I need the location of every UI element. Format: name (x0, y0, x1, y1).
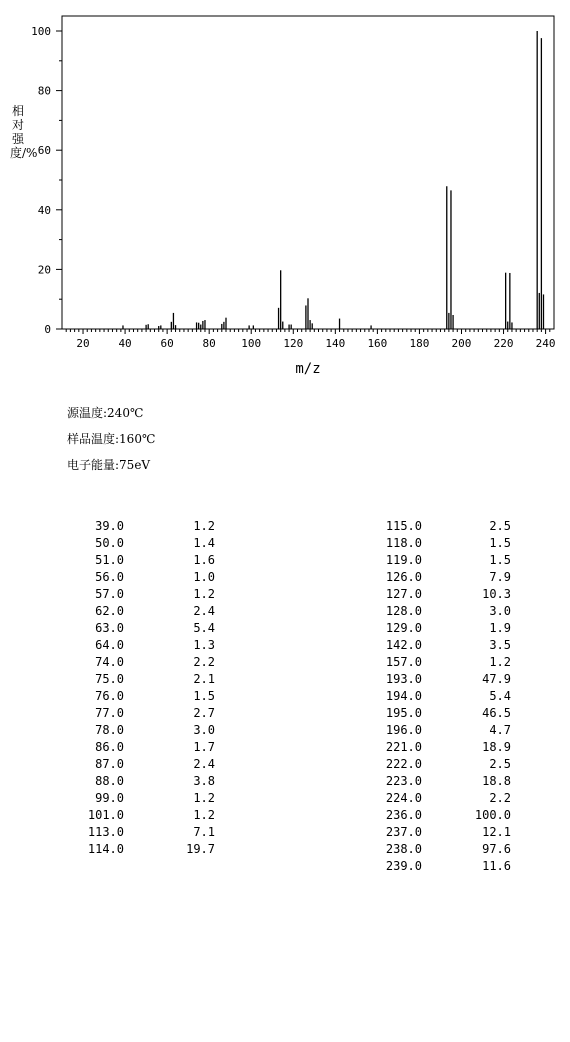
peak-row (70, 637, 220, 654)
peak-mz: 50.0 (95, 536, 124, 550)
x-tick-label: 160 (367, 337, 388, 350)
peak-row (70, 841, 220, 858)
peak-abundance: 3.0 (193, 723, 215, 737)
peak-row (70, 569, 220, 586)
peak-row (360, 518, 520, 535)
peak-mz: 195.0 (385, 706, 422, 720)
peak-row (70, 518, 220, 535)
peak-abundance: 1.5 (193, 689, 215, 703)
peak-row (70, 790, 220, 807)
peak-abundance: 3.5 (489, 638, 511, 652)
peak-row (360, 552, 520, 569)
peak-mz: 88.0 (95, 774, 124, 788)
peak-mz: 118.0 (385, 536, 422, 550)
peak-abundance: 2.4 (193, 757, 215, 771)
peak-row (360, 535, 520, 552)
peak-mz: 99.0 (95, 791, 124, 805)
peak-abundance: 1.6 (193, 553, 215, 567)
peak-bars (123, 31, 544, 329)
peak-abundance: 1.2 (489, 655, 511, 669)
x-tick-label: 80 (202, 337, 216, 350)
peak-table-left (70, 518, 220, 858)
peak-mz: 157.0 (385, 655, 422, 669)
x-tick-label: 220 (493, 337, 514, 350)
peak-abundance: 2.4 (193, 604, 215, 618)
peak-abundance: 2.7 (193, 706, 215, 720)
peak-mz: 128.0 (385, 604, 422, 618)
x-tick-label: 140 (325, 337, 346, 350)
source-temperature: 源温度:240℃ (67, 406, 144, 420)
peak-mz: 239.0 (385, 859, 422, 873)
peak-mz: 222.0 (385, 757, 422, 771)
peak-table-right (360, 518, 520, 875)
peak-row (70, 756, 220, 773)
x-tick-label: 60 (160, 337, 174, 350)
x-tick-label: 20 (76, 337, 90, 350)
peak-mz: 193.0 (385, 672, 422, 686)
peak-row (360, 824, 520, 841)
peak-abundance: 12.1 (482, 825, 511, 839)
peak-abundance: 46.5 (482, 706, 511, 720)
peak-row (70, 535, 220, 552)
peak-mz: 236.0 (385, 808, 422, 822)
peak-mz: 196.0 (385, 723, 422, 737)
x-axis-ticks (66, 329, 555, 350)
peak-row (70, 688, 220, 705)
peak-abundance: 1.2 (193, 587, 215, 601)
y-axis-ticks (31, 25, 62, 336)
peak-abundance: 1.2 (193, 808, 215, 822)
peak-mz: 76.0 (95, 689, 124, 703)
x-tick-label: 100 (241, 337, 262, 350)
peak-abundance: 3.8 (193, 774, 215, 788)
y-tick-label: 0 (44, 323, 51, 336)
peak-mz: 113.0 (87, 825, 124, 839)
peak-abundance: 100.0 (474, 808, 511, 822)
peak-abundance: 5.4 (193, 621, 215, 635)
peak-mz: 114.0 (87, 842, 124, 856)
peak-row (70, 671, 220, 688)
peak-row (360, 671, 520, 688)
x-tick-label: 180 (409, 337, 430, 350)
peak-abundance: 2.5 (489, 519, 511, 533)
peak-abundance: 3.0 (489, 604, 511, 618)
peak-mz: 129.0 (385, 621, 422, 635)
x-tick-label: 120 (283, 337, 304, 350)
peak-abundance: 11.6 (482, 859, 511, 873)
mass-spectrum-chart (0, 0, 570, 390)
peak-row (70, 739, 220, 756)
x-tick-label: 240 (535, 337, 556, 350)
peak-abundance: 10.3 (482, 587, 511, 601)
peak-mz: 237.0 (385, 825, 422, 839)
electron-energy: 电子能量:75eV (67, 458, 151, 472)
peak-row (360, 603, 520, 620)
peak-abundance: 2.5 (489, 757, 511, 771)
peak-abundance: 4.7 (489, 723, 511, 737)
peak-abundance: 1.5 (489, 553, 511, 567)
peak-abundance: 1.5 (489, 536, 511, 550)
peak-mz: 63.0 (95, 621, 124, 635)
peak-row (70, 722, 220, 739)
y-tick-label: 60 (37, 144, 51, 158)
peak-row (360, 807, 520, 824)
peak-abundance: 19.7 (186, 842, 215, 856)
peak-row (70, 705, 220, 722)
peak-row (70, 552, 220, 569)
peak-mz: 74.0 (95, 655, 124, 669)
peak-row (70, 773, 220, 790)
peak-row (70, 620, 220, 637)
peak-row (360, 722, 520, 739)
peak-mz: 56.0 (95, 570, 124, 584)
peak-abundance: 1.7 (193, 740, 215, 754)
peak-abundance: 7.9 (489, 570, 511, 584)
peak-mz: 142.0 (385, 638, 422, 652)
y-tick-label: 40 (37, 203, 51, 217)
peak-mz: 77.0 (95, 706, 124, 720)
peak-abundance: 1.3 (193, 638, 215, 652)
y-axis-label: 相对强度/% (10, 104, 38, 160)
peak-mz: 119.0 (385, 553, 422, 567)
peak-mz: 39.0 (95, 519, 124, 533)
y-tick-label: 20 (37, 263, 51, 277)
peak-row (360, 654, 520, 671)
peak-row (360, 637, 520, 654)
peak-mz: 57.0 (95, 587, 124, 601)
peak-abundance: 97.6 (482, 842, 511, 856)
peak-abundance: 18.9 (482, 740, 511, 754)
peak-abundance: 5.4 (489, 689, 511, 703)
y-tick-label: 100 (31, 25, 51, 38)
peak-mz: 223.0 (385, 774, 422, 788)
peak-row (360, 739, 520, 756)
peak-row (360, 688, 520, 705)
peak-row (70, 824, 220, 841)
x-tick-label: 40 (118, 337, 132, 350)
peak-mz: 224.0 (385, 791, 422, 805)
peak-mz: 127.0 (385, 587, 422, 601)
peak-row (70, 654, 220, 671)
peak-mz: 75.0 (95, 672, 124, 686)
peak-row (360, 841, 520, 858)
peak-abundance: 1.0 (193, 570, 215, 584)
y-tick-label: 80 (37, 84, 51, 98)
peak-abundance: 7.1 (193, 825, 215, 839)
sample-temperature: 样品温度:160℃ (67, 432, 156, 446)
peak-abundance: 47.9 (482, 672, 511, 686)
plot-frame (62, 16, 554, 329)
peak-mz: 221.0 (385, 740, 422, 754)
peak-row (360, 773, 520, 790)
peak-row (360, 705, 520, 722)
peak-abundance: 1.4 (193, 536, 215, 550)
peak-mz: 78.0 (95, 723, 124, 737)
peak-row (70, 586, 220, 603)
peak-abundance: 18.8 (482, 774, 511, 788)
peak-mz: 51.0 (95, 553, 124, 567)
peak-abundance: 2.2 (489, 791, 511, 805)
peak-mz: 115.0 (385, 519, 422, 533)
peak-row (360, 586, 520, 603)
peak-row (360, 756, 520, 773)
peak-mz: 87.0 (95, 757, 124, 771)
peak-mz: 126.0 (385, 570, 422, 584)
peak-mz: 62.0 (95, 604, 124, 618)
peak-abundance: 1.9 (489, 621, 511, 635)
peak-row (70, 603, 220, 620)
peak-row (360, 790, 520, 807)
peak-mz: 86.0 (95, 740, 124, 754)
peak-mz: 238.0 (385, 842, 422, 856)
peak-abundance: 2.1 (193, 672, 215, 686)
peak-abundance: 2.2 (193, 655, 215, 669)
peak-mz: 64.0 (95, 638, 124, 652)
x-tick-label: 200 (451, 337, 472, 350)
peak-abundance: 1.2 (193, 791, 215, 805)
peak-row (70, 807, 220, 824)
peak-row (360, 569, 520, 586)
peak-row (360, 620, 520, 637)
x-axis-label: m/z (295, 361, 321, 377)
peak-abundance: 1.2 (193, 519, 215, 533)
peak-mz: 194.0 (385, 689, 422, 703)
peak-mz: 101.0 (87, 808, 124, 822)
peak-row (360, 858, 520, 875)
